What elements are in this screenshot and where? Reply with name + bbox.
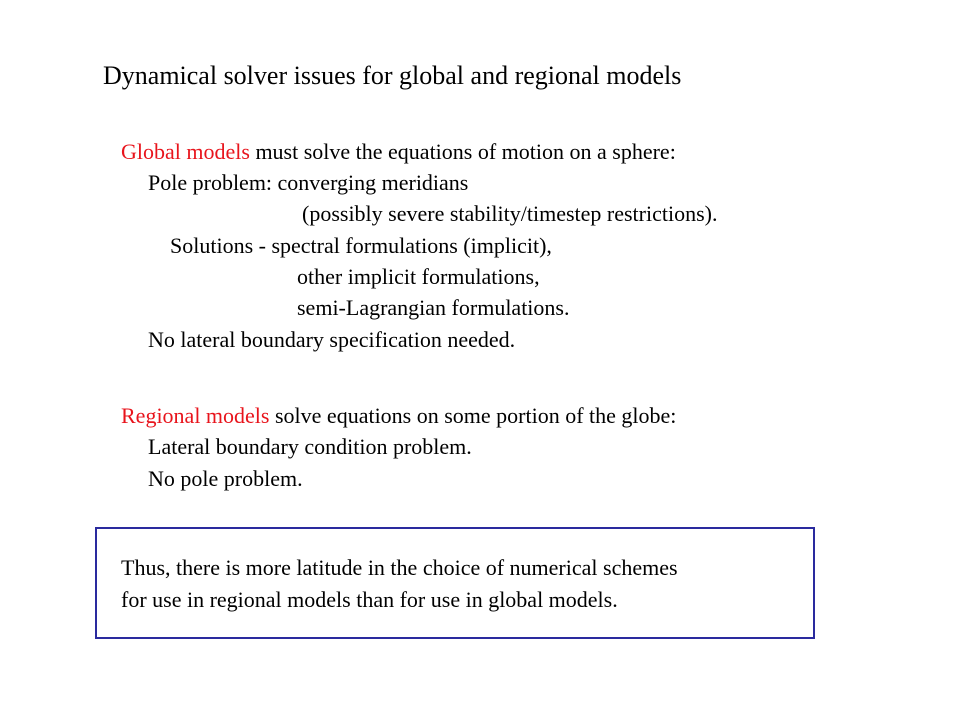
no-pole-problem-text: No pole problem. [148,466,303,491]
solution-spectral: spectral formulations (implicit), [271,233,552,258]
conclusion-line-1: Thus, there is more latitude in the choice of numerical schemes [121,555,678,580]
solution-other-implicit: other implicit formulations, [297,264,540,289]
pole-problem-text: Pole problem: converging meridians [148,170,469,195]
global-models-heading-rest: must solve the equations of motion on a sphere: [249,139,676,164]
no-lateral-boundary-text: No lateral boundary specification needed. [148,327,516,352]
solutions-line [170,231,552,261]
solutions-label: Solutions - [170,233,272,258]
conclusion-line-2: for use in regional models than for use in global models. [121,587,618,612]
solution-semi-lagrangian: semi-Lagrangian formulations. [297,295,570,320]
pole-problem-detail: (possibly severe stability/timestep restrictions). [302,201,718,226]
global-models-term: Global models [121,139,250,164]
global-models-heading [121,137,676,167]
conclusion-box [95,527,815,639]
regional-models-heading [121,401,676,431]
regional-models-heading-rest: solve equations on some portion of the globe: [269,403,677,428]
lateral-boundary-problem-text: Lateral boundary condition problem. [148,434,472,459]
regional-models-term: Regional models [121,403,270,428]
slide-title: Dynamical solver issues for global and regional models [103,61,682,90]
